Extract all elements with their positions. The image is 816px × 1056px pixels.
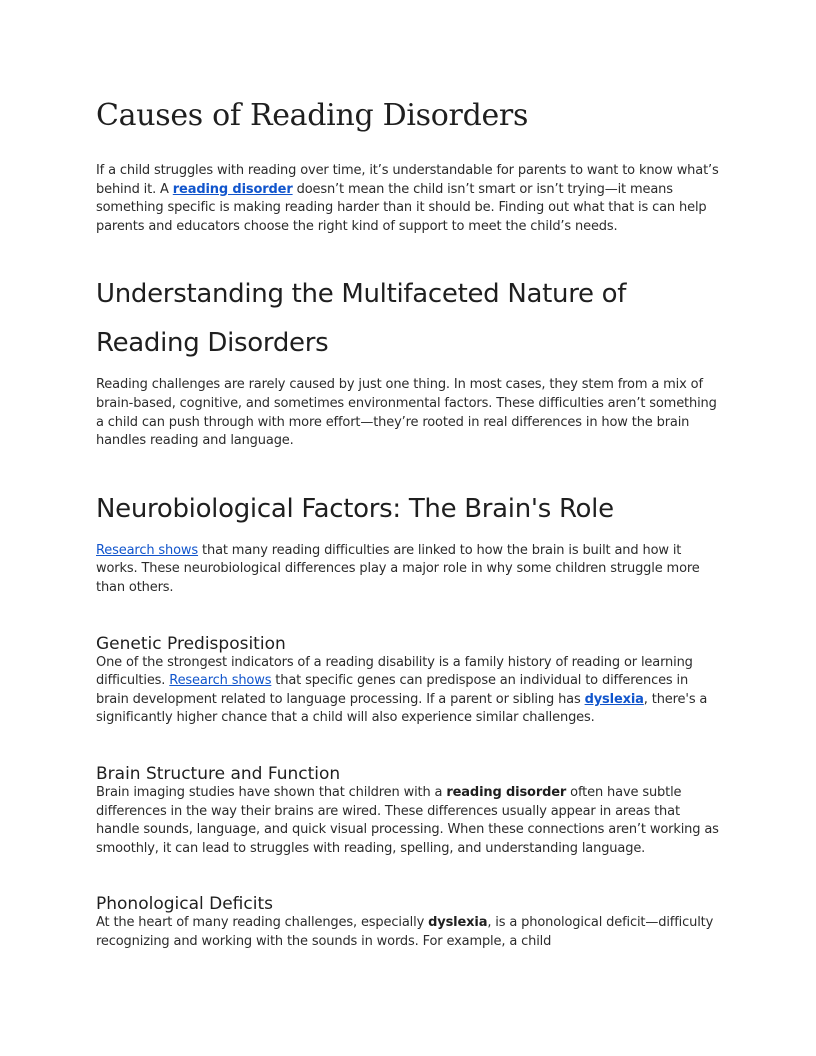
- subheading-genetic-predisposition: Genetic Predisposition: [96, 633, 286, 654]
- dyslexia-link[interactable]: dyslexia: [584, 691, 644, 707]
- reading-disorder-bold: reading disorder: [446, 784, 567, 800]
- page-title: Causes of Reading Disorders: [96, 98, 529, 133]
- subheading-phonological-deficits: Phonological Deficits: [96, 894, 273, 915]
- research-shows-link[interactable]: Research shows: [96, 542, 199, 558]
- genetic-text-3: , there's a significantly higher chance that a child will also experience similar challenges.: [96, 691, 708, 726]
- phono-text-2: , is a phonological deficit—difficulty recognizing and working with the sounds in words. For example, a child: [96, 915, 714, 949]
- brain-text-1: Brain imaging studies have shown that children with a: [96, 784, 447, 800]
- neurobiological-paragraph: [96, 542, 720, 598]
- research-shows-link-2[interactable]: Research shows: [169, 673, 272, 689]
- intro-paragraph: [96, 162, 720, 236]
- brain-text-2: often have subtle differences in the way their brains are wired. These differences usually appear in areas that handle sounds, language, and quick visual processing. When these connections aren’t working as smoothly, it can lead to struggles with reading, spelling, and understanding language.: [96, 784, 719, 856]
- dyslexia-bold: dyslexia: [428, 915, 488, 931]
- genetic-paragraph: [96, 654, 720, 728]
- reading-disorder-link[interactable]: reading disorder: [172, 181, 293, 197]
- multifaceted-paragraph: Reading challenges are rarely caused by just one thing. In most cases, they stem from a mix of brain-based, cognitive, and sometimes environmental factors. These difficulties aren’t something a child can push through with more effort—they’re rooted in real differences in how the brain handles reading and language.: [96, 377, 717, 449]
- neurobiological-text: that many reading difficulties are linked to how the brain is built and how it works. These neurobiological differences play a major role in why some children struggle more than others.: [96, 542, 700, 595]
- section-heading-multifaceted: Understanding the Multifaceted Nature of Reading Disorders: [96, 279, 627, 359]
- genetic-text-2: that specific genes can predispose an individual to differences in brain development related to language processing. If a parent or sibling has: [96, 673, 689, 707]
- section-heading-neurobiological: Neurobiological Factors: The Brain's Role: [96, 493, 614, 524]
- intro-text-2: doesn’t mean the child isn’t smart or isn’t trying—it means something specific is making reading harder than it should be. Finding out what that is can help parents and educators choose the right kind of support to meet the child’s needs.: [96, 181, 707, 234]
- intro-text-1: If a child struggles with reading over time, it’s understandable for parents to want to know what’s behind it. A: [96, 163, 719, 197]
- brain-paragraph: [96, 784, 720, 858]
- phonological-paragraph: [96, 914, 720, 951]
- document-page: [96, 96, 720, 951]
- genetic-text-1: One of the strongest indicators of a reading disability is a family history of reading or learning difficulties.: [96, 654, 693, 689]
- phono-text-1: At the heart of many reading challenges, especially: [96, 915, 429, 931]
- subheading-brain-structure: Brain Structure and Function: [96, 763, 341, 784]
